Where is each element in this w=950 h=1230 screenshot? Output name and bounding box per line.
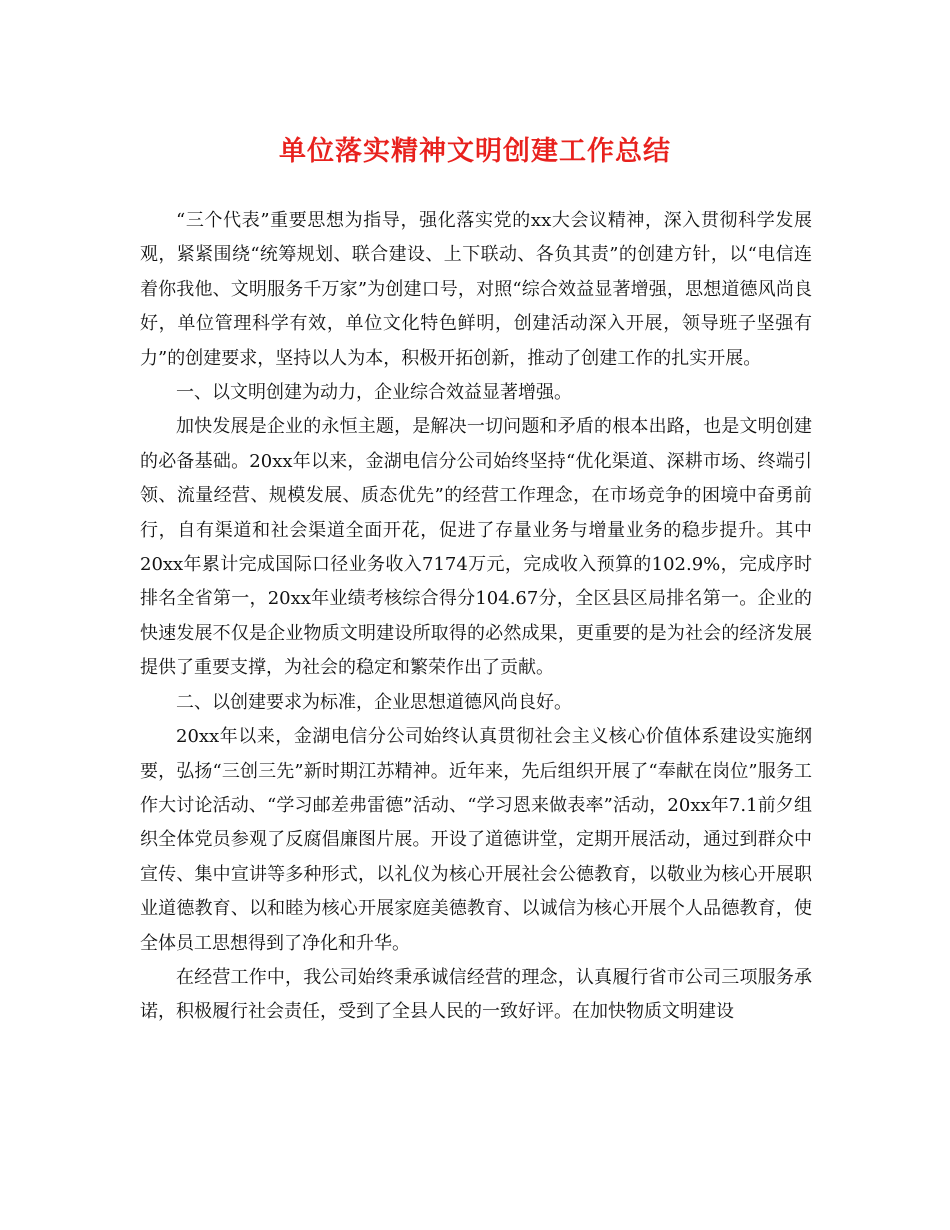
section-heading-2: 二、以创建要求为标准，企业思想道德风尚良好。	[176, 691, 572, 713]
paragraph-intro: “三个代表”重要思想为指导，强化落实党的xx大会议精神，深入贯彻科学发展观，紧紧围绕“统筹规划、联合建设、上下联动、各负其责”的创建方针，以“电信连着你我他、文明服务千万家”为创建口号，对照“综合效益显著增强，思想道德风尚良好，单位管理科学有效，单位文化特色鲜明，创建活动深入开展，领导班子坚强有力”的创建要求，坚持以人为本，积极开拓创新，推动了创建工作的扎实开展。	[140, 210, 812, 369]
paragraph-operations: 在经营工作中，我公司始终秉承诚信经营的理念，认真履行省市公司三项服务承诺，积极履行社会责任，受到了全县人民的一致好评。在加快物质文明建设	[140, 966, 812, 1023]
document-title: 单位落实精神文明创建工作总结	[279, 136, 671, 167]
document-body	[140, 204, 812, 1030]
paragraph-section-1: 加快发展是企业的永恒主题，是解决一切问题和矛盾的根本出路，也是文明创建的必备基础。20xx年以来，金湖电信分公司始终坚持“优化渠道、深耕市场、终端引领、流量经营、规模发展、质态优先”的经营工作理念，在市场竞争的困境中奋勇前行，自有渠道和社会渠道全面开花，促进了存量业务与增量业务的稳步提升。其中20xx年累计完成国际口径业务收入7174万元，完成收入预算的102.9%，完成序时排名全省第一，20xx年业绩考核综合得分104.67分，全区县区局排名第一。企业的快速发展不仅是企业物质文明建设所取得的必然成果，更重要的是为社会的经济发展提供了重要支撑，为社会的稳定和繁荣作出了贡献。	[140, 416, 812, 679]
section-heading-1: 一、以文明创建为动力，企业综合效益显著增强。	[176, 382, 572, 404]
paragraph-section-2: 20xx年以来，金湖电信分公司始终认真贯彻社会主义核心价值体系建设实施纲要，弘扬“三创三先”新时期江苏精神。近年来，先后组织开展了“奉献在岗位”服务工作大讨论活动、“学习邮差弗雷德”活动、“学习恩来做表率”活动，20xx年7.1前夕组织全体党员参观了反腐倡廉图片展。开设了道德讲堂，定期开展活动，通过到群众中宣传、集中宣讲等多种形式，以礼仪为核心开展社会公德教育，以敬业为核心开展职业道德教育、以和睦为核心开展家庭美德教育、以诚信为核心开展个人品德教育，使全体员工思想得到了净化和升华。	[140, 726, 812, 954]
